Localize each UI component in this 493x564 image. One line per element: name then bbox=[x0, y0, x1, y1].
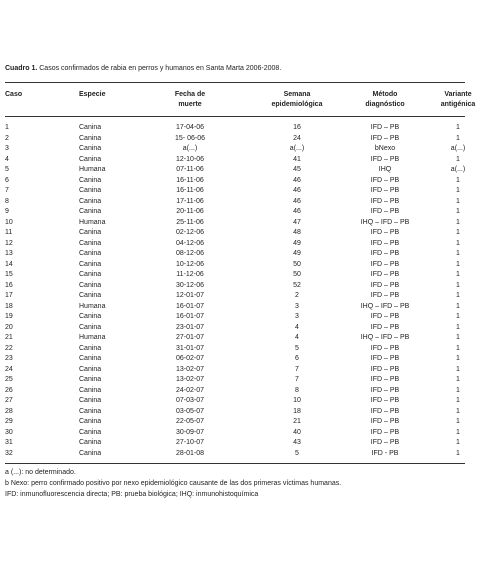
cell-fecha: 25-11-06 bbox=[176, 218, 204, 226]
cell-semana: 21 bbox=[293, 418, 301, 425]
cell-fecha: 04-12-06 bbox=[175, 239, 205, 247]
cell-caso: 32 bbox=[5, 449, 13, 457]
table-row bbox=[0, 396, 493, 407]
cell-especie: Canina bbox=[79, 155, 102, 163]
cell-semana: 6 bbox=[295, 355, 299, 362]
cell-fecha: 22-05-07 bbox=[175, 418, 205, 425]
table-row bbox=[0, 207, 493, 218]
cell-especie: Canina bbox=[79, 260, 102, 268]
cell-fecha: 16-01-07 bbox=[175, 313, 205, 320]
cell-metodo: IHQ – IFD – PB bbox=[360, 334, 410, 341]
table-row bbox=[0, 270, 493, 281]
cell-metodo: IFD – PB bbox=[370, 418, 400, 425]
cell-fecha: 27-10-07 bbox=[175, 439, 205, 446]
cell-semana: 52 bbox=[293, 281, 301, 289]
header-semana-line1: Semana bbox=[283, 91, 311, 98]
cell-fecha: 02-12-06 bbox=[175, 229, 205, 236]
cell-metodo: IFD – PB bbox=[370, 197, 400, 205]
cell-semana: 45 bbox=[293, 166, 301, 173]
cell-metodo: IFD – PB bbox=[370, 124, 400, 131]
header-semana bbox=[262, 90, 332, 110]
cell-metodo: IFD – PB bbox=[370, 439, 400, 446]
cell-especie: Canina bbox=[79, 124, 102, 131]
cell-caso: 15 bbox=[5, 271, 13, 278]
cell-metodo: IFD – PB bbox=[370, 260, 400, 268]
cell-fecha: 15- 06-06 bbox=[175, 134, 205, 142]
cell-metodo: IFD – PB bbox=[370, 271, 400, 278]
cell-semana: 7 bbox=[295, 376, 299, 383]
cell-variante: 1 bbox=[456, 239, 460, 247]
cell-semana: 46 bbox=[293, 208, 301, 215]
cell-caso: 7 bbox=[5, 187, 9, 194]
cell-metodo: IFD – PB bbox=[370, 292, 400, 299]
cell-variante: 1 bbox=[456, 376, 460, 383]
cell-metodo: IFD - PB bbox=[371, 449, 399, 457]
cell-fecha: 31-01-07 bbox=[175, 344, 205, 352]
footnote-abbrev: IFD: inmunofluorescencia directa; PB: prueba biológica; IHQ: inmunohistoquímica bbox=[5, 491, 259, 498]
cell-especie: Canina bbox=[79, 313, 102, 320]
cell-metodo: IFD – PB bbox=[370, 239, 400, 247]
cell-variante: a(...) bbox=[450, 166, 466, 173]
cell-especie: Canina bbox=[79, 176, 102, 184]
cell-fecha: 30-09-07 bbox=[175, 428, 205, 436]
header-caso-text: Caso bbox=[5, 91, 23, 98]
table-row bbox=[0, 333, 493, 344]
table-row bbox=[0, 386, 493, 397]
cell-caso: 6 bbox=[5, 176, 9, 184]
cell-metodo: IHQ bbox=[378, 166, 392, 173]
cell-fecha: 06-02-07 bbox=[175, 355, 205, 362]
cell-fecha: 17-04-06 bbox=[175, 124, 205, 131]
cell-fecha: 12-10-06 bbox=[175, 155, 205, 163]
cell-fecha: 16-11-06 bbox=[176, 176, 204, 184]
cell-especie: Canina bbox=[79, 428, 102, 436]
table-row bbox=[0, 281, 493, 292]
cell-semana: 50 bbox=[293, 260, 301, 268]
cell-fecha: 03-05-07 bbox=[175, 407, 205, 415]
cell-caso: 24 bbox=[5, 365, 13, 373]
table-row bbox=[0, 428, 493, 439]
cell-variante: 1 bbox=[456, 229, 460, 236]
cell-semana: 50 bbox=[293, 271, 301, 278]
cell-metodo: IHQ – IFD – PB bbox=[360, 302, 410, 310]
table-row bbox=[0, 134, 493, 145]
cell-metodo: IFD – PB bbox=[370, 428, 400, 436]
cell-metodo: IFD – PB bbox=[370, 397, 400, 404]
cell-especie: Canina bbox=[79, 229, 102, 236]
cell-variante: 1 bbox=[456, 124, 460, 131]
cell-fecha: 20-11-06 bbox=[176, 208, 204, 215]
cell-semana: 40 bbox=[293, 428, 301, 436]
table-row bbox=[0, 155, 493, 166]
cell-fecha: 24-02-07 bbox=[175, 386, 205, 394]
cell-semana: 8 bbox=[295, 386, 299, 394]
cell-semana: 2 bbox=[295, 292, 299, 299]
cell-semana: 18 bbox=[293, 407, 301, 415]
cell-especie: Canina bbox=[79, 271, 102, 278]
cell-caso: 21 bbox=[5, 334, 13, 341]
cell-semana: 10 bbox=[293, 397, 301, 404]
cell-fecha: 08-12-06 bbox=[175, 250, 205, 257]
cell-caso: 5 bbox=[5, 166, 9, 173]
cell-semana: 16 bbox=[293, 124, 301, 131]
cell-metodo: IFD – PB bbox=[370, 187, 400, 194]
cell-metodo: IFD – PB bbox=[370, 376, 400, 383]
cell-fecha: 27-01-07 bbox=[175, 334, 205, 341]
cell-especie: Humana bbox=[79, 334, 106, 341]
cell-especie: Canina bbox=[79, 134, 102, 142]
cell-variante: 1 bbox=[456, 428, 460, 436]
cell-caso: 20 bbox=[5, 323, 13, 331]
table-row bbox=[0, 417, 493, 428]
table-row bbox=[0, 365, 493, 376]
table-row bbox=[0, 123, 493, 134]
cell-variante: 1 bbox=[456, 439, 460, 446]
cell-semana: 3 bbox=[295, 302, 299, 310]
cell-variante: 1 bbox=[456, 271, 460, 278]
footnote-b: b Nexo: perro confirmado positivo por nexo epidemiológico causante de las dos primeras víctimas humanas. bbox=[5, 480, 342, 487]
caption-label: Cuadro 1. bbox=[5, 65, 38, 72]
cell-variante: 1 bbox=[456, 292, 460, 299]
cell-metodo: bNexo bbox=[374, 145, 396, 152]
cell-variante: 1 bbox=[456, 418, 460, 425]
cell-variante: 1 bbox=[456, 208, 460, 215]
cell-metodo: IFD – PB bbox=[370, 323, 400, 331]
cell-variante: 1 bbox=[456, 407, 460, 415]
cell-caso: 11 bbox=[5, 229, 13, 236]
cell-semana: 4 bbox=[295, 323, 299, 331]
cell-variante: 1 bbox=[456, 449, 460, 457]
cell-caso: 26 bbox=[5, 386, 13, 394]
cell-semana: 5 bbox=[295, 344, 299, 352]
cell-metodo: IFD – PB bbox=[370, 155, 400, 163]
cell-especie: Humana bbox=[79, 218, 106, 226]
cell-especie: Canina bbox=[79, 292, 102, 299]
cell-especie: Canina bbox=[79, 208, 102, 215]
cell-fecha: a(...) bbox=[182, 145, 198, 152]
cell-especie: Canina bbox=[79, 397, 102, 404]
table-row bbox=[0, 302, 493, 313]
header-fecha-line1: Fecha de bbox=[174, 91, 206, 98]
cell-caso: 17 bbox=[5, 292, 13, 299]
cell-semana: 5 bbox=[295, 449, 299, 457]
cell-fecha: 11-12-06 bbox=[176, 271, 204, 278]
cell-variante: 1 bbox=[456, 187, 460, 194]
cell-variante: 1 bbox=[456, 197, 460, 205]
cell-caso: 30 bbox=[5, 428, 13, 436]
table-row bbox=[0, 291, 493, 302]
header-fecha bbox=[150, 90, 230, 110]
cell-metodo: IFD – PB bbox=[370, 229, 400, 236]
cell-caso: 27 bbox=[5, 397, 13, 404]
table-row bbox=[0, 218, 493, 229]
cell-caso: 22 bbox=[5, 344, 13, 352]
cell-semana: 49 bbox=[293, 250, 301, 257]
cell-metodo: IFD – PB bbox=[370, 250, 400, 257]
cell-caso: 19 bbox=[5, 313, 13, 320]
cell-especie: Canina bbox=[79, 365, 102, 373]
cell-caso: 14 bbox=[5, 260, 13, 268]
cell-fecha: 16-11-06 bbox=[176, 187, 204, 194]
table-row bbox=[0, 375, 493, 386]
cell-caso: 2 bbox=[5, 134, 9, 142]
cell-variante: 1 bbox=[456, 334, 460, 341]
cell-fecha: 13-02-07 bbox=[175, 365, 205, 373]
table-row bbox=[0, 249, 493, 260]
cell-variante: 1 bbox=[456, 218, 460, 226]
cell-fecha: 07-11-06 bbox=[176, 166, 204, 173]
cell-caso: 4 bbox=[5, 155, 9, 163]
table-row bbox=[0, 186, 493, 197]
cell-fecha: 12-01-07 bbox=[175, 292, 205, 299]
cell-especie: Canina bbox=[79, 386, 102, 394]
table-row bbox=[0, 228, 493, 239]
cell-variante: 1 bbox=[456, 260, 460, 268]
table-row bbox=[0, 438, 493, 449]
table-row bbox=[0, 239, 493, 250]
table-row bbox=[0, 449, 493, 460]
header-fecha-line2: muerte bbox=[178, 101, 202, 108]
table-row bbox=[0, 312, 493, 323]
cell-variante: 1 bbox=[456, 302, 460, 310]
cell-variante: 1 bbox=[456, 176, 460, 184]
cell-variante: 1 bbox=[456, 355, 460, 362]
cell-especie: Canina bbox=[79, 197, 102, 205]
cell-variante: 1 bbox=[456, 323, 460, 331]
cell-caso: 16 bbox=[5, 281, 13, 289]
cell-caso: 9 bbox=[5, 208, 9, 215]
cell-semana: 48 bbox=[293, 229, 301, 236]
cell-especie: Canina bbox=[79, 355, 102, 362]
cell-variante: 1 bbox=[456, 281, 460, 289]
cell-caso: 10 bbox=[5, 218, 13, 226]
cell-caso: 23 bbox=[5, 355, 13, 362]
table-row bbox=[0, 407, 493, 418]
cell-semana: 46 bbox=[293, 176, 301, 184]
cell-caso: 12 bbox=[5, 239, 13, 247]
top-rule bbox=[5, 82, 465, 83]
cell-fecha: 10-12-06 bbox=[175, 260, 205, 268]
cell-caso: 25 bbox=[5, 376, 13, 383]
cell-variante: 1 bbox=[456, 397, 460, 404]
cell-fecha: 23-01-07 bbox=[175, 323, 205, 331]
cell-especie: Humana bbox=[79, 302, 106, 310]
header-especie-text: Especie bbox=[79, 91, 106, 98]
header-variante-line1: Variante bbox=[444, 91, 472, 98]
cell-especie: Humana bbox=[79, 166, 106, 173]
cell-variante: 1 bbox=[456, 134, 460, 142]
cell-variante: 1 bbox=[456, 365, 460, 373]
cell-fecha: 16-01-07 bbox=[175, 302, 205, 310]
cell-caso: 29 bbox=[5, 418, 13, 425]
cell-caso: 3 bbox=[5, 145, 9, 152]
cell-caso: 1 bbox=[5, 124, 9, 131]
cell-especie: Canina bbox=[79, 187, 102, 194]
cell-semana: 46 bbox=[293, 187, 301, 194]
cell-fecha: 17-11-06 bbox=[176, 197, 204, 205]
header-variante-line2: antigénica bbox=[440, 101, 476, 108]
cell-variante: 1 bbox=[456, 386, 460, 394]
cell-metodo: IFD – PB bbox=[370, 281, 400, 289]
table-row bbox=[0, 176, 493, 187]
cell-metodo: IFD – PB bbox=[370, 344, 400, 352]
cell-caso: 18 bbox=[5, 302, 13, 310]
table-row bbox=[0, 354, 493, 365]
cell-semana: 47 bbox=[293, 218, 301, 226]
header-semana-line2: epidemiológica bbox=[271, 101, 323, 108]
cell-metodo: IFD – PB bbox=[370, 355, 400, 362]
cell-fecha: 07-03-07 bbox=[175, 397, 205, 404]
cell-fecha: 13-02-07 bbox=[175, 376, 205, 383]
cell-metodo: IFD – PB bbox=[370, 313, 400, 320]
table-row bbox=[0, 197, 493, 208]
cell-metodo: IFD – PB bbox=[370, 208, 400, 215]
cell-especie: Canina bbox=[79, 250, 102, 257]
cell-semana: 43 bbox=[293, 439, 301, 446]
header-variante bbox=[430, 90, 486, 110]
cell-metodo: IFD – PB bbox=[370, 407, 400, 415]
cell-caso: 8 bbox=[5, 197, 9, 205]
cell-variante: 1 bbox=[456, 344, 460, 352]
header-metodo-line2: diagnóstico bbox=[365, 101, 405, 108]
cell-semana: 7 bbox=[295, 365, 299, 373]
header-caso bbox=[5, 90, 22, 100]
cell-caso: 28 bbox=[5, 407, 13, 415]
table-row bbox=[0, 260, 493, 271]
table-row bbox=[0, 323, 493, 334]
cell-especie: Canina bbox=[79, 323, 102, 331]
cell-fecha: 28-01-08 bbox=[175, 449, 205, 457]
cell-especie: Canina bbox=[79, 344, 102, 352]
cell-semana: 24 bbox=[293, 134, 301, 142]
cell-metodo: IFD – PB bbox=[370, 386, 400, 394]
cell-especie: Canina bbox=[79, 418, 102, 425]
cell-fecha: 30-12-06 bbox=[175, 281, 205, 289]
cell-variante: 1 bbox=[456, 155, 460, 163]
header-especie bbox=[79, 90, 105, 100]
cell-especie: Canina bbox=[79, 281, 102, 289]
caption-text: Casos confirmados de rabia en perros y humanos en Santa Marta 2006-2008. bbox=[37, 65, 282, 72]
table-row bbox=[0, 344, 493, 355]
bottom-rule bbox=[5, 463, 465, 464]
cell-metodo: IFD – PB bbox=[370, 365, 400, 373]
cell-especie: Canina bbox=[79, 239, 102, 247]
cell-semana: 41 bbox=[293, 155, 301, 163]
cell-metodo: IHQ – IFD – PB bbox=[360, 218, 410, 226]
table-row bbox=[0, 165, 493, 176]
header-rule bbox=[5, 116, 465, 117]
cell-caso: 13 bbox=[5, 250, 13, 257]
cell-semana: 3 bbox=[295, 313, 299, 320]
table-row bbox=[0, 144, 493, 155]
cell-variante: a(...) bbox=[450, 145, 466, 152]
cell-variante: 1 bbox=[456, 250, 460, 257]
header-metodo-line1: Método bbox=[372, 91, 398, 98]
cell-especie: Canina bbox=[79, 449, 102, 457]
cell-semana: 4 bbox=[295, 334, 299, 341]
cell-semana: a(...) bbox=[289, 145, 305, 152]
footnote-a: a (...): no determinado. bbox=[5, 469, 76, 476]
cell-especie: Canina bbox=[79, 145, 102, 152]
cell-especie: Canina bbox=[79, 407, 102, 415]
cell-metodo: IFD – PB bbox=[370, 134, 400, 142]
cell-caso: 31 bbox=[5, 439, 13, 446]
cell-especie: Canina bbox=[79, 439, 102, 446]
cell-variante: 1 bbox=[456, 313, 460, 320]
cell-metodo: IFD – PB bbox=[370, 176, 400, 184]
cell-especie: Canina bbox=[79, 376, 102, 383]
cell-semana: 46 bbox=[293, 197, 301, 205]
header-metodo bbox=[345, 90, 425, 110]
table-caption bbox=[5, 65, 281, 72]
cell-semana: 49 bbox=[293, 239, 301, 247]
